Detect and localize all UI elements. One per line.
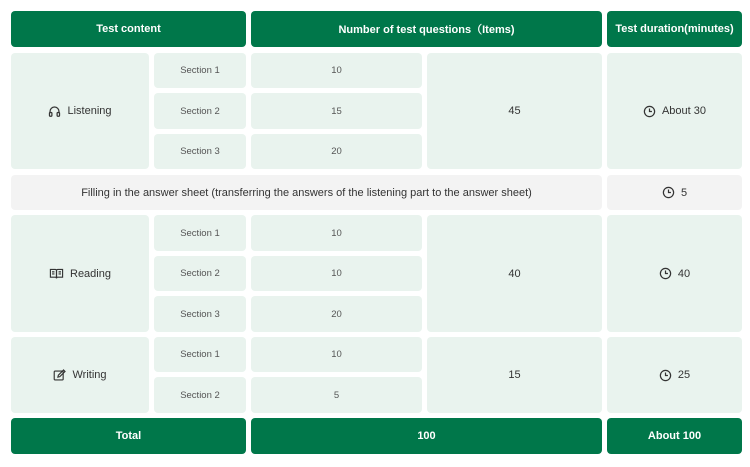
- writing-section-2: [154, 377, 246, 413]
- section-count: 20: [331, 146, 342, 157]
- reading-section-1-count: [251, 215, 422, 251]
- clock-icon: [643, 105, 656, 118]
- footer-total-label: Total: [115, 430, 142, 442]
- reading-duration-value: 40: [677, 267, 691, 280]
- section-count: 10: [331, 349, 342, 360]
- listening-section-2-count: [251, 93, 422, 129]
- section-count: 20: [331, 308, 342, 320]
- answer-sheet-label: Filling in the answer sheet (transferring the answers of the listening part to the answer sheet): [81, 186, 532, 199]
- section-count: 5: [333, 389, 340, 401]
- answer-sheet-duration-value: 5: [680, 186, 688, 199]
- section-name: Section 3: [180, 308, 220, 320]
- answer-sheet-row: [11, 175, 602, 210]
- reading-section-2: [154, 256, 246, 291]
- clock-icon: [659, 267, 672, 280]
- writing-total-count: [427, 337, 602, 413]
- answer-sheet-duration: [607, 175, 742, 210]
- header-test-duration: [607, 11, 742, 47]
- clock-icon: [659, 369, 672, 382]
- listening-label-cell: [11, 53, 149, 169]
- section-name: Section 2: [180, 105, 220, 117]
- edit-icon: [53, 369, 66, 382]
- reading-section-2-count: [251, 256, 422, 291]
- footer-total-questions-value: 100: [417, 430, 436, 442]
- writing-total-value: 15: [508, 369, 521, 381]
- listening-label: Listening: [67, 105, 112, 117]
- listening-total-count: [427, 53, 602, 169]
- footer-total-duration-value: About 100: [647, 430, 702, 442]
- reading-label: Reading: [70, 267, 111, 280]
- clock-icon: [662, 186, 675, 199]
- header-number-of-questions-label: Number of test questions（Items): [338, 24, 515, 36]
- reading-section-3: [154, 296, 246, 332]
- writing-duration: [607, 337, 742, 413]
- section-name: Section 3: [180, 146, 220, 157]
- reading-label-cell: [11, 215, 149, 332]
- writing-label: Writing: [72, 369, 107, 381]
- header-number-of-questions: [251, 11, 602, 47]
- writing-duration-value: 25: [677, 369, 691, 381]
- writing-section-1-count: [251, 337, 422, 372]
- footer-total-questions: [251, 418, 602, 454]
- footer-total: [11, 418, 246, 454]
- reading-section-3-count: [251, 296, 422, 332]
- section-name: Section 2: [180, 389, 220, 401]
- section-name: Section 1: [180, 65, 220, 76]
- section-count: 10: [331, 268, 342, 279]
- reading-section-1: [154, 215, 246, 251]
- section-count: 10: [331, 227, 342, 239]
- header-test-duration-label: Test duration(minutes): [615, 23, 734, 35]
- reading-total-count: [427, 215, 602, 332]
- listening-section-3: [154, 134, 246, 169]
- listening-duration: [607, 53, 742, 169]
- section-name: Section 2: [180, 268, 220, 279]
- writing-section-1: [154, 337, 246, 372]
- writing-label-cell: [11, 337, 149, 413]
- listening-section-3-count: [251, 134, 422, 169]
- reading-duration: [607, 215, 742, 332]
- listening-duration-value: About 30: [661, 105, 707, 117]
- listening-section-1-count: [251, 53, 422, 88]
- writing-section-2-count: [251, 377, 422, 413]
- book-icon: [49, 267, 64, 280]
- header-test-content-label: Test content: [96, 23, 161, 35]
- headphones-icon: [48, 105, 61, 118]
- reading-total-value: 40: [508, 267, 521, 280]
- footer-total-duration: [607, 418, 742, 454]
- section-count: 10: [331, 65, 342, 76]
- section-name: Section 1: [180, 227, 220, 239]
- section-name: Section 1: [180, 349, 220, 360]
- section-count: 15: [331, 105, 342, 117]
- listening-section-1: [154, 53, 246, 88]
- listening-total-value: 45: [508, 105, 521, 117]
- header-test-content: [11, 11, 246, 47]
- listening-section-2: [154, 93, 246, 129]
